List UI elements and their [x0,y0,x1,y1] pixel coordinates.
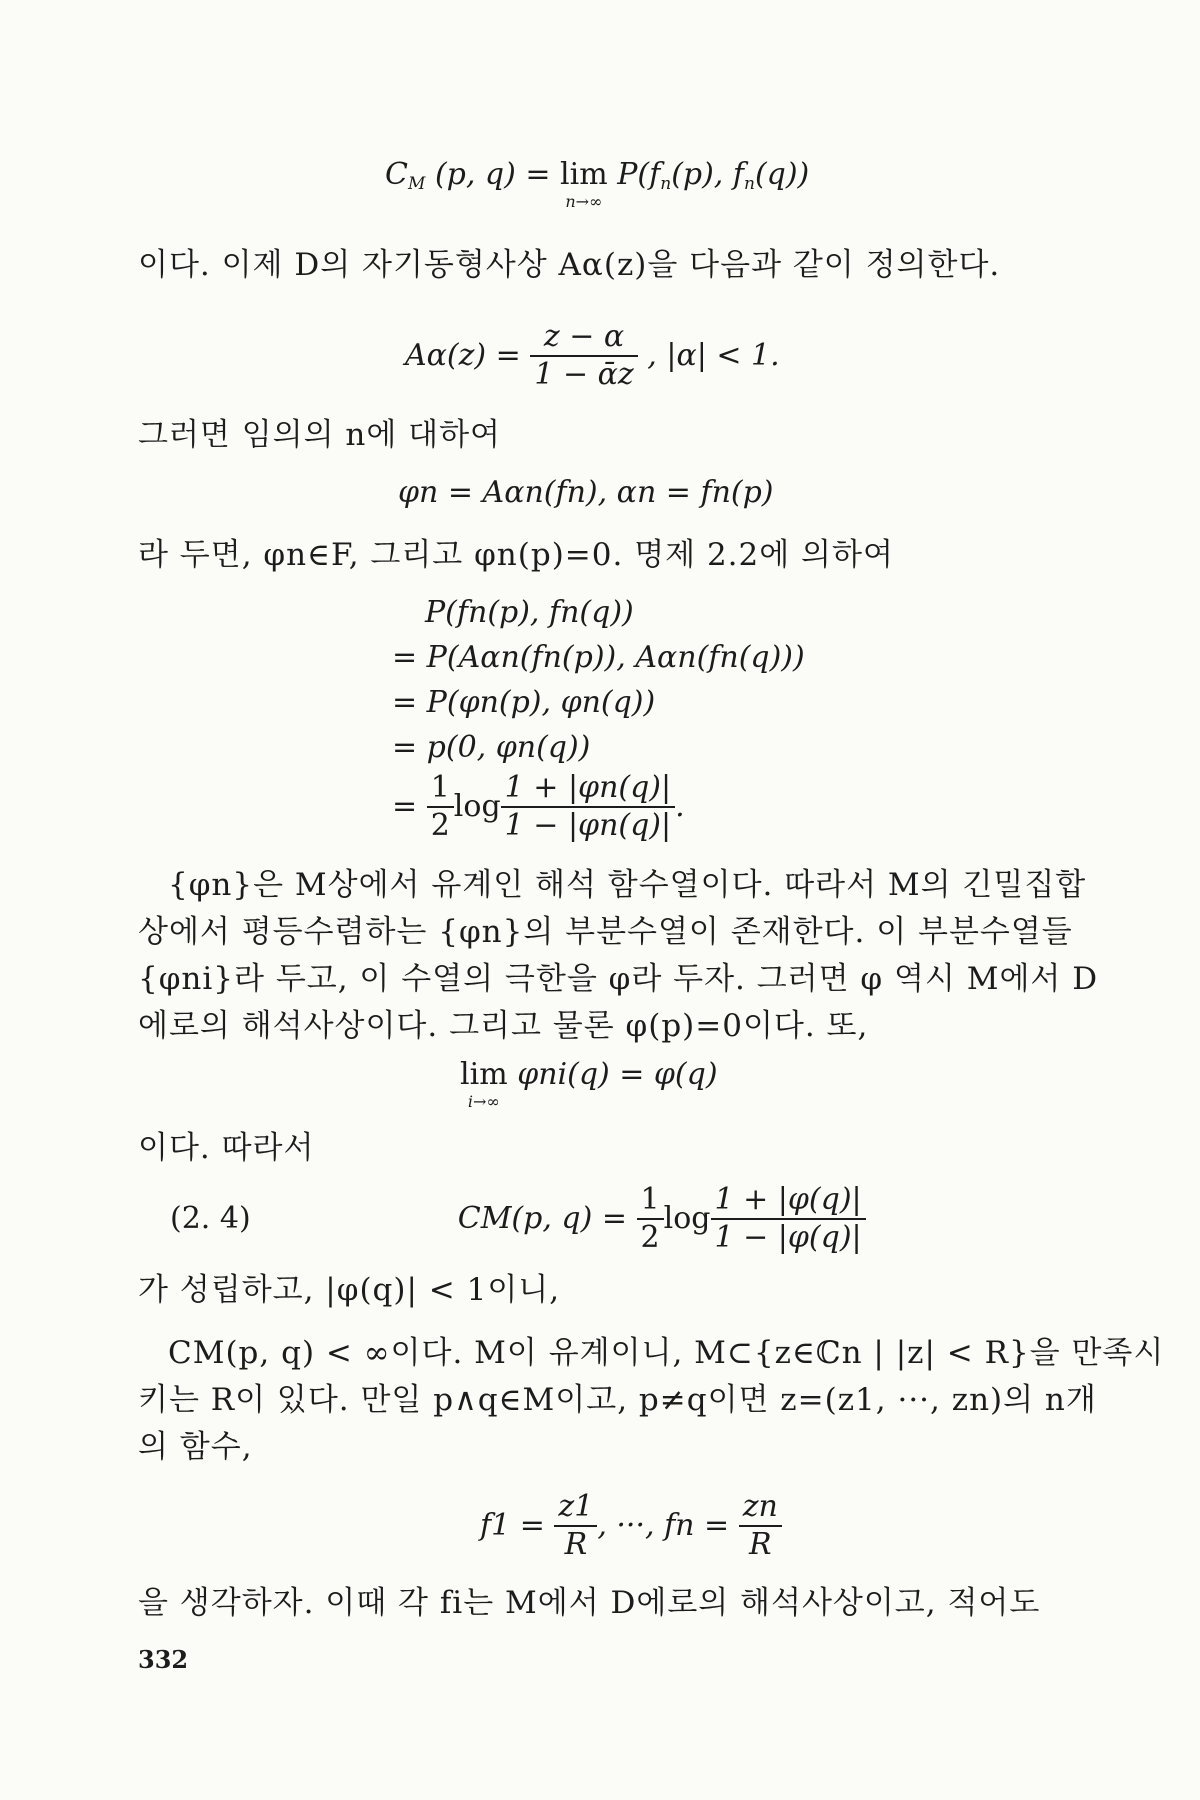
limit-operator: lim i→∞ [460,1057,508,1111]
limit-operator: lim n→∞ [560,157,608,211]
body-line-3: 라 두면, φn∈F, 그리고 φn(p)=0. 명제 2.2에 의하여 [138,537,894,573]
equation-functions-f: f1 = $\frac{z1}{R}$ , ···, fn = $\frac{zn}{R}$ [480,1492,782,1560]
equation-cm-definition: $C_M$ (p, q) = lim n→∞ $P(f_n(p)$, $f_n(q)$) [385,157,810,211]
equation-2-4: (2. 4) CM(p, q) = $\frac{1}{2}$ log $\frac{1 + |\varphi(q)|}{1 - |\varphi(q)|}$ [170,1185,870,1253]
equation-phi-n: φn = Aαn(fn), αn = fn(p) [398,475,774,510]
body-line-6: 을 생각하자. 이때 각 fi는 M에서 D에로의 해석사상이고, 적어도 [138,1585,1041,1621]
chain-line-3: = P(φn(p), φn(q)) [392,685,656,720]
body-line-2: 그러면 임의의 n에 대하여 [138,417,501,453]
paragraph-1-line-2: 상에서 평등수렴하는 {φn}의 부분수열이 존재한다. 이 부분수열들 [138,914,1073,950]
equation-number: (2. 4) [170,1201,251,1236]
page-number: 332 [138,1645,189,1674]
paragraph-1-line-3: {φni}라 두고, 이 수열의 극한을 φ라 두자. 그러면 φ 역시 M에서 D [138,961,1099,997]
chain-line-5: = $\frac{1}{2}$ log $\frac{1 + |\varphi n(q)|}{1 - |\varphi n(q)|}$ . [392,770,685,843]
paragraph-2-line-3: 의 함수, [138,1429,253,1465]
chain-line-4: = p(0, φn(q)) [392,730,591,765]
body-line-1: 이다. 이제 D의 자기동형사상 Aα(z)을 다음과 같이 정의한다. [138,247,1001,283]
body-line-4: 이다. 따라서 [138,1130,315,1166]
fraction-log-argument: $\frac{1 + |\varphi n(q)|}{1 - |\varphi n(q)|}$ [501,773,675,841]
equation-automorphism: Aα(z) = $\frac{z - \alpha}{\text{1 − ᾱz}}$ , |α| < 1. [405,319,780,392]
paragraph-2-line-1: CM(p, q) < ∞이다. M이 유계이니, M⊂{z∈ℂn | |z| < R}을 만족시 [168,1335,1165,1371]
fraction-z1-over-r: $\frac{z1}{R}$ [554,1492,597,1560]
paragraph-1-line-4: 에로의 해석사상이다. 그리고 물론 φ(p)=0이다. 또, [138,1008,869,1044]
chain-line-1: P(fn(p), fn(q)) [425,595,634,630]
fraction-one-half: $\frac{1}{2}$ [427,773,454,841]
chain-line-2: = P(Aαn(fn(p)), Aαn(fn(q))) [392,640,805,675]
fraction-log-argument: $\frac{1 + |\varphi(q)|}{1 - |\varphi(q)|}$ [711,1185,866,1253]
paragraph-2-line-2: 키는 R이 있다. 만일 p∧q∈M이고, p≠q이면 z=(z1, ···, zn)의 n개 [138,1382,1097,1418]
equation-limit-phi: lim i→∞ φni(q) = φ(q) [460,1057,718,1111]
fraction-one-half: $\frac{1}{2}$ [637,1185,664,1253]
fraction-zn-over-r: $\frac{zn}{R}$ [739,1492,782,1560]
paragraph-1-line-1: {φn}은 M상에서 유계인 해석 함수열이다. 따라서 M의 긴밀집합 [168,867,1087,903]
body-line-5: 가 성립하고, |φ(q)| < 1이니, [138,1272,561,1308]
fraction: $\frac{z - \alpha}{\text{1 − ᾱz}}$ [530,322,637,390]
